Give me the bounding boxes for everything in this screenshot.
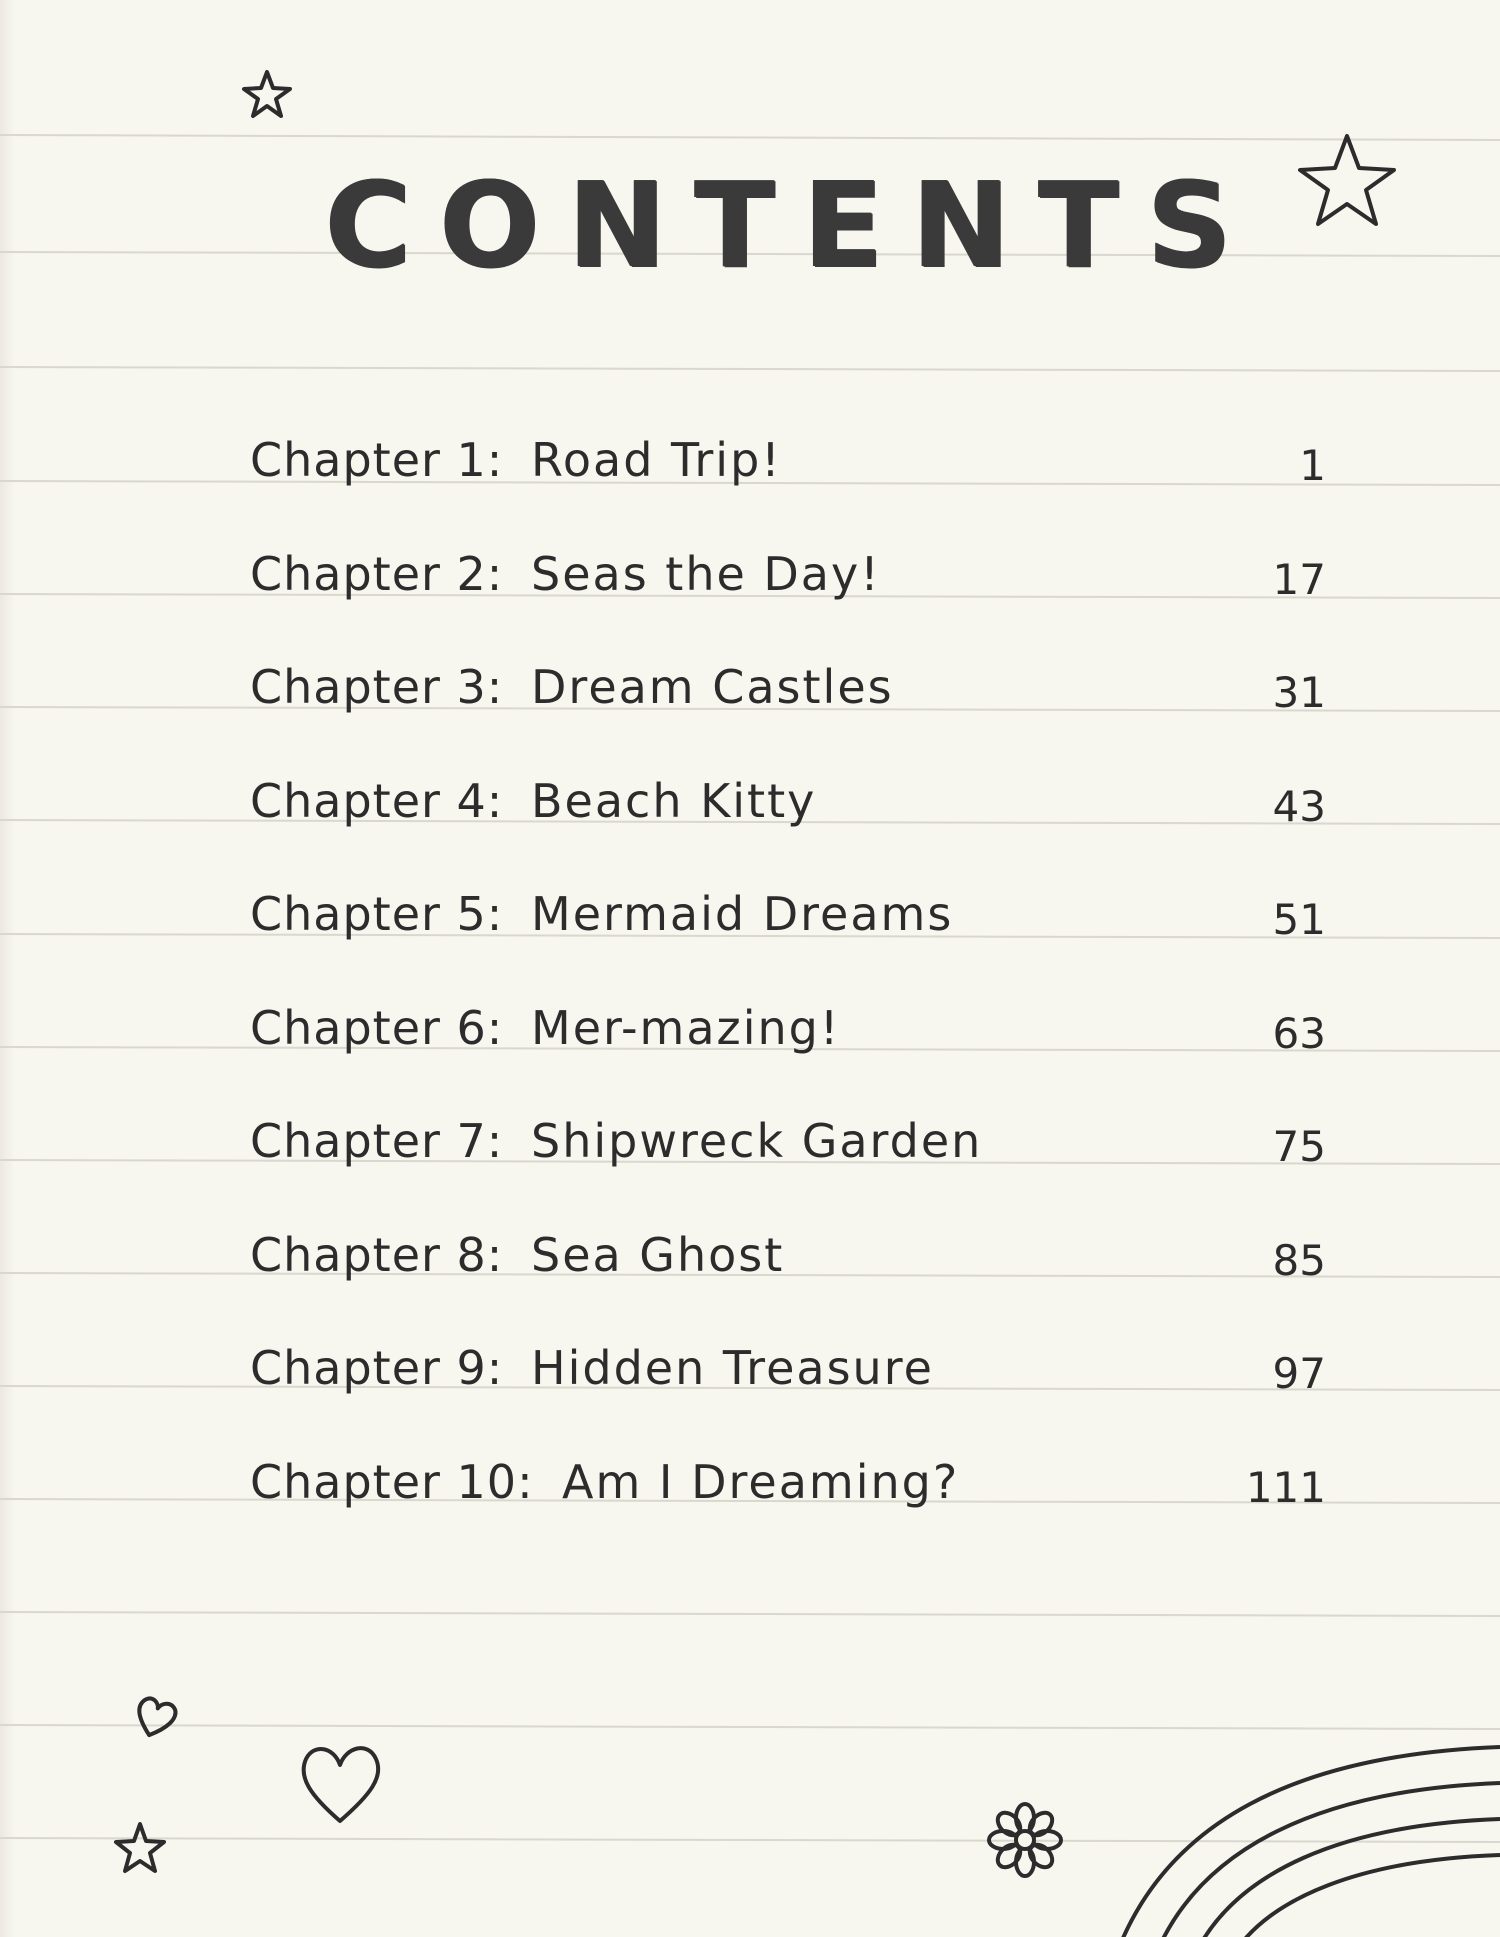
star-icon <box>1292 128 1402 238</box>
chapter-label: Chapter 8: <box>250 1227 504 1282</box>
page-number: 51 <box>1272 895 1326 944</box>
chapter-label: Chapter 6: <box>250 1000 504 1055</box>
list-item <box>250 642 1350 756</box>
heart-icon <box>130 1692 180 1742</box>
page-number: 31 <box>1272 668 1326 717</box>
chapter-title: Hidden Treasure <box>531 1341 934 1395</box>
page-number: 97 <box>1272 1349 1326 1398</box>
table-of-contents <box>250 415 1350 1550</box>
page-number: 111 <box>1245 1462 1326 1512</box>
chapter-label: Chapter 4: <box>250 773 504 828</box>
list-item <box>250 1323 1350 1437</box>
list-item <box>250 983 1350 1097</box>
list-item <box>250 529 1350 643</box>
list-item <box>250 1096 1350 1210</box>
chapter-title: Mermaid Dreams <box>531 887 954 941</box>
page-edge <box>0 0 14 1937</box>
page-number: 1 <box>1299 441 1326 490</box>
chapter-label: Chapter 2: <box>250 546 504 601</box>
star-icon <box>240 68 294 122</box>
star-icon <box>112 1820 168 1876</box>
chapter-title: Dream Castles <box>531 660 894 714</box>
page-number: 17 <box>1272 554 1326 604</box>
chapter-title: Am I Dreaming? <box>562 1454 960 1509</box>
page-number: 85 <box>1272 1235 1326 1285</box>
page-number: 63 <box>1272 1008 1326 1058</box>
page-number: 75 <box>1272 1122 1326 1171</box>
chapter-title: Seas the Day! <box>531 546 881 601</box>
list-item <box>250 869 1350 983</box>
page-title: CONTENTS <box>325 156 1260 294</box>
chapter-title: Road Trip! <box>531 433 782 487</box>
chapter-title: Mer-mazing! <box>531 1000 841 1055</box>
list-item <box>250 1437 1350 1551</box>
chapter-title: Sea Ghost <box>531 1227 785 1282</box>
chapter-label: Chapter 3: <box>250 660 504 714</box>
list-item <box>250 1210 1350 1324</box>
chapter-label: Chapter 5: <box>250 887 504 941</box>
chapter-title: Beach Kitty <box>531 773 817 828</box>
list-item <box>250 415 1350 529</box>
heart-icon <box>292 1735 388 1831</box>
list-item <box>250 756 1350 870</box>
rainbow-arcs-icon <box>1100 1735 1500 1937</box>
chapter-label: Chapter 1: <box>250 433 504 487</box>
chapter-title: Shipwreck Garden <box>531 1114 983 1168</box>
chapter-label: Chapter 7: <box>250 1114 504 1168</box>
flower-icon <box>985 1800 1065 1880</box>
page-number: 43 <box>1272 781 1326 831</box>
chapter-label: Chapter 10: <box>250 1454 534 1509</box>
chapter-label: Chapter 9: <box>250 1341 504 1395</box>
